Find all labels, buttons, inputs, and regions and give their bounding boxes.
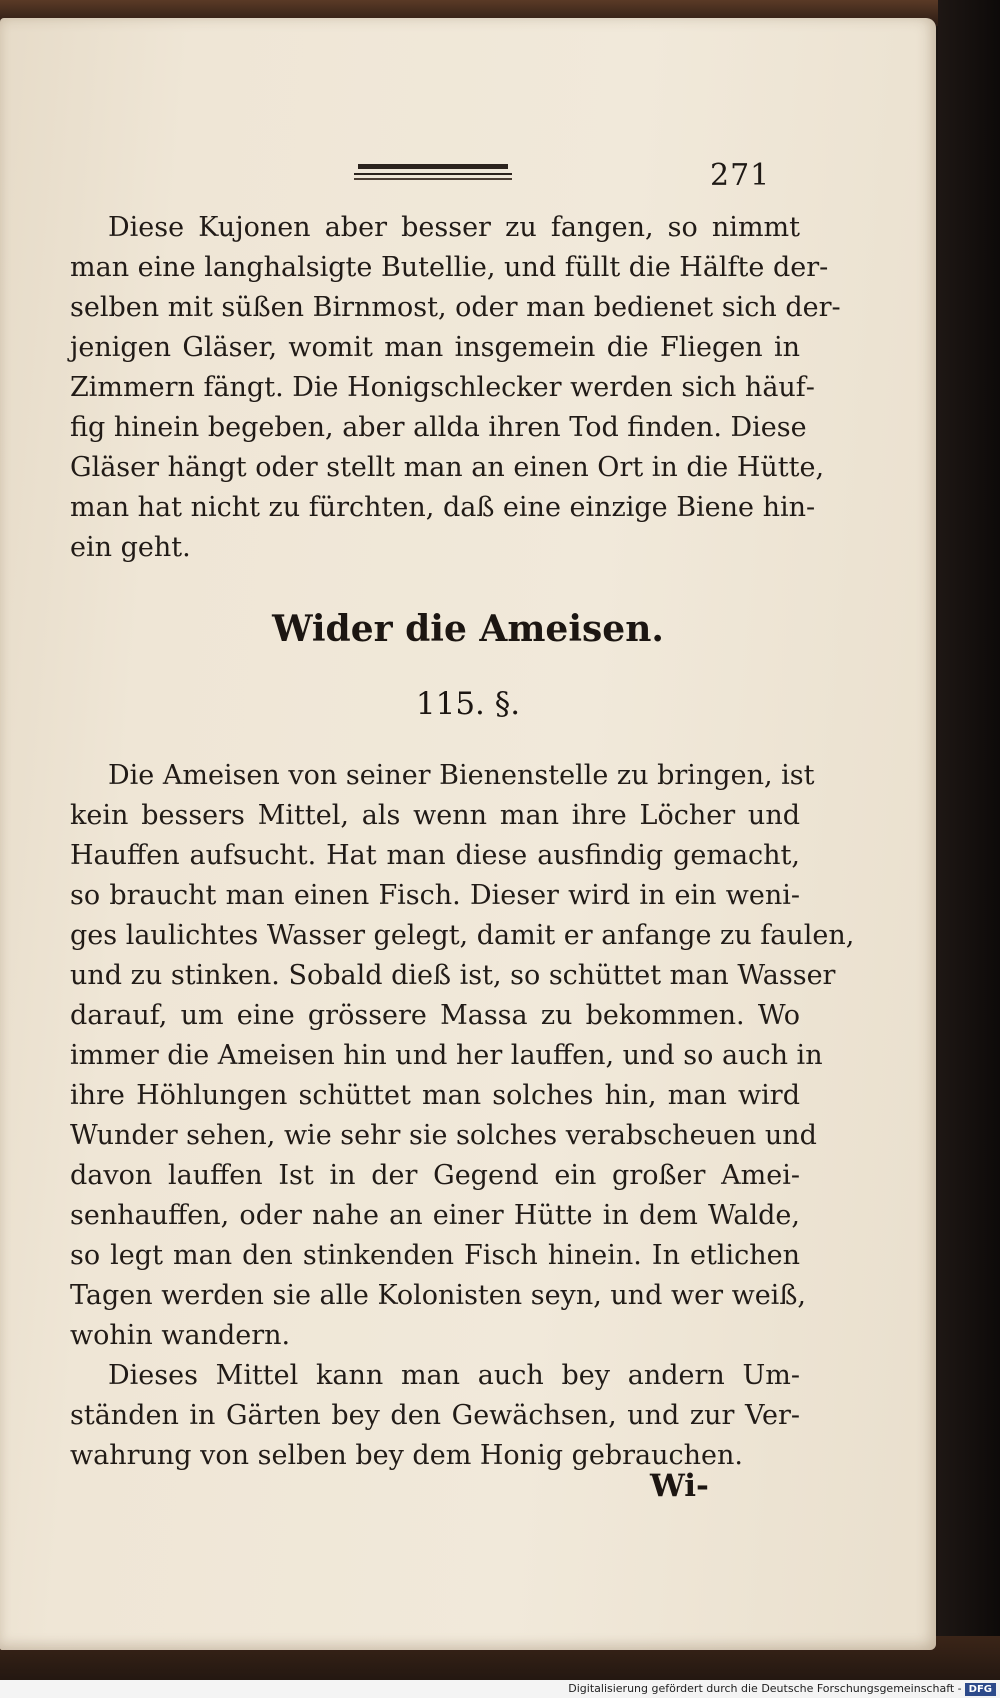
text-line: so legt man den stinkenden Fisch hinein. In etlichen <box>70 1240 800 1271</box>
dfg-logo: DFG <box>965 1683 996 1696</box>
text-line: ges laulichtes Wasser gelegt, damit er anfange zu faulen, <box>70 920 855 951</box>
text-line: ein geht. <box>70 532 191 563</box>
digitization-footer <box>0 1680 1000 1698</box>
text-line: selben mit süßen Birnmost, oder man bedienet sich der‐ <box>70 292 841 323</box>
text-line: Zimmern fängt. Die Honigschlecker werden sich häuf‐ <box>70 372 815 403</box>
section-number: 115. §. <box>415 686 521 722</box>
text-line: wahrung von selben bey dem Honig gebrauchen. <box>70 1440 743 1471</box>
page-number: 271 <box>710 158 771 193</box>
text-line: jenigen Gläser, womit man insgemein die Fliegen in <box>70 332 800 363</box>
book-page <box>0 18 936 1650</box>
text-line: wohin wandern. <box>70 1320 291 1351</box>
section-title: Wider die Ameisen. <box>272 608 664 650</box>
text-line: fig hinein begeben, aber allda ihren Tod finden. Diese <box>70 412 807 443</box>
text-line: Diese Kujonen aber besser zu fangen, so nimmt <box>108 212 800 243</box>
text-line: Wunder sehen, wie sehr sie solches verabscheuen und <box>70 1120 817 1151</box>
header-rule <box>354 164 512 180</box>
text-line: Hauffen aufsucht. Hat man diese ausfindig gemacht, <box>70 840 800 871</box>
funding-notice: Digitalisierung gefördert durch die Deutsche Forschungsgemeinschaft - <box>568 1682 962 1695</box>
text-line: Tagen werden sie alle Kolonisten seyn, und wer weiß, <box>70 1280 806 1311</box>
text-line: so braucht man einen Fisch. Dieser wird in ein weni‐ <box>70 880 800 911</box>
text-line: ständen in Gärten bey den Gewächsen, und zur Ver‐ <box>70 1400 800 1431</box>
text-line: man hat nicht zu fürchten, daß eine einzige Biene hin‐ <box>70 492 816 523</box>
text-line: Dieses Mittel kann man auch bey andern Um‐ <box>108 1360 800 1391</box>
text-line: senhauffen, oder nahe an einer Hütte in dem Walde, <box>70 1200 800 1231</box>
text-line: Die Ameisen von seiner Bienenstelle zu bringen, ist <box>108 760 815 791</box>
text-line: man eine langhalsigte Butellie, und füllt die Hälfte der‐ <box>70 252 829 283</box>
text-line: darauf, um eine grössere Massa zu bekommen. Wo <box>70 1000 800 1031</box>
text-line: und zu stinken. Sobald dieß ist, so schüttet man Wasser <box>70 960 836 991</box>
text-line: immer die Ameisen hin und her lauffen, und so auch in <box>70 1040 823 1071</box>
book-right-edge <box>938 0 1000 1698</box>
text-line: davon lauffen Ist in der Gegend ein großer Amei‐ <box>70 1160 800 1191</box>
text-line: ihre Höhlungen schüttet man solches hin, man wird <box>70 1080 800 1111</box>
catchword: Wi‐ <box>650 1468 709 1504</box>
text-line: kein bessers Mittel, als wenn man ihre Löcher und <box>70 800 800 831</box>
text-line: Gläser hängt oder stellt man an einen Ort in die Hütte, <box>70 452 825 483</box>
